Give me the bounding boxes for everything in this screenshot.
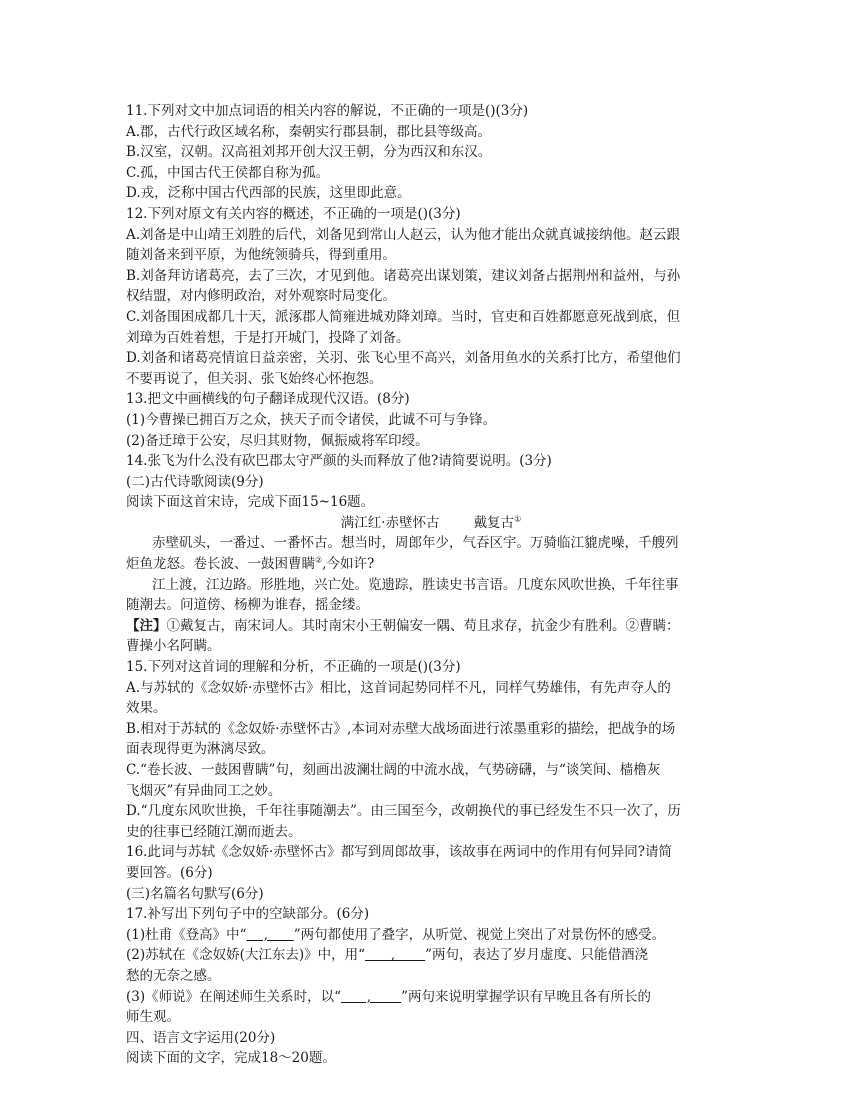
poem-stanza-2-line-1: 江上渡，江边路。形胜地，兴亡处。览遗踪，胜读史书言语。几度东风吹世换，千年往事	[152, 576, 679, 593]
fill-blank[interactable]: ,	[365, 947, 426, 964]
q17-stem: 17.补写出下列句子中的空缺部分。(6分)	[126, 906, 370, 923]
q13-sentence-2: (2)备迁璋于公安，尽归其财物，佩振威将军印绶。	[126, 432, 429, 449]
poem-stanza-2-line-2: 随潮去。问道傍、杨柳为谁春，摇金缕。	[126, 597, 369, 614]
q15-stem: 15.下列对这首词的理解和分析，不正确的一项是()(3分)	[126, 659, 461, 676]
exam-page	[126, 101, 736, 1069]
q11-option-d: D.戎，泛称中国古代西部的民族，这里即此意。	[126, 185, 411, 202]
q11-stem: 11.下列对文中加点词语的相关内容的解说，不正确的一项是()(3分)	[126, 103, 529, 119]
q12-option-b-line1: B.刘备拜访诸葛亮，去了三次，才见到他。诸葛亮出谋划策，建议刘备占据荆州和益州，与孙	[126, 267, 681, 284]
q17-item-1-text: ”两句都使用了叠字，从听觉、视觉上突出了对景伤怀的感受。	[293, 926, 666, 943]
q12-stem: 12.下列对原文有关内容的概述，不正确的一项是()(3分)	[126, 205, 461, 222]
poem-note-line-2: 曹操小名阿瞒。	[126, 638, 221, 655]
q12-option-d-line2: 不要再说了，但关羽、张飞始终心怀抱怨。	[126, 370, 383, 387]
q17-item-2-text: ”两句，表达了岁月虚度、只能借酒浇	[425, 947, 649, 964]
poem-stanza-1-line-2	[126, 554, 736, 575]
q12-option-c-line1: C.刘备围困成都几十天，派涿郡人简雍进城劝降刘璋。当时，官吏和百姓都愿意死战到底，但	[126, 308, 681, 325]
q13-stem: 13.把文中画横线的句子翻译成现代汉语。(8分)	[126, 391, 410, 408]
poem-note-text: ①戴复古，南宋词人。其时南宋小王朝偏安一隅、苟且求存，抗金少有胜利。②曹瞒：	[166, 617, 680, 634]
poem-text-segment: 炬鱼龙怒。卷长波、一鼓困曹瞒	[126, 556, 315, 573]
poem-text-segment: ,今如许?	[322, 556, 375, 573]
q11-option-c: C.孤，中国古代王侯都自称为孤。	[126, 164, 330, 181]
fill-blank[interactable]: ,	[246, 926, 294, 943]
poem-author: 戴复古	[473, 514, 515, 531]
poem-stanza-1-line-1: 赤壁矶头，一番过、一番怀古。想当时，周郎年少，气吞区宇。万骑临江貔虎噪，千艘列	[152, 535, 679, 552]
q12-option-b-line2: 权结盟，对内修明政治，对外观察时局变化。	[126, 288, 396, 305]
q12-option-a-line2: 随刘备来到平原，为他统领骑兵，得到重用。	[126, 247, 396, 264]
q13-sentence-1: (1)今曹操已拥百万之众，挟天子而令诸侯，此诚不可与争锋。	[126, 411, 497, 428]
q11-option-a: A.郡，古代行政区域名称，秦朝实行郡县制，郡比县等级高。	[126, 123, 492, 140]
q15-option-d-line2: 史的往事已经随江潮而逝去。	[126, 823, 302, 840]
q17-item-3-line-2: 师生观。	[126, 1009, 180, 1026]
poem-note-line-1	[126, 616, 736, 637]
q11-option-b: B.汉室，汉朝。汉高祖刘邦开创大汉王朝，分为西汉和东汉。	[126, 144, 492, 161]
q17-item-2-text: (2)苏轼在《念奴娇(大江东去)》中，用“	[126, 947, 366, 964]
q15-option-b-line2: 面表现得更为淋漓尽致。	[126, 741, 275, 758]
dictation-section-heading: (三)名篇名句默写(6分)	[126, 885, 264, 902]
poem-title-line	[126, 513, 736, 534]
q17-item-1	[126, 925, 736, 946]
poem-note-label: 【注】	[126, 617, 167, 634]
poetry-instruction: 阅读下面这首宋诗，完成下面15~16题。	[126, 494, 375, 511]
q17-item-3-text: (3)《师说》在阐述师生关系时，以“	[126, 988, 342, 1005]
q15-option-a-line2: 效果。	[126, 700, 167, 717]
q17-item-2	[126, 945, 736, 966]
q16-line-2: 要回答。(6分)	[126, 864, 213, 881]
q15-option-c-line2: 飞烟灭”有异曲同工之妙。	[126, 782, 282, 799]
poem-title: 满江红·赤壁怀古	[340, 514, 440, 531]
q14-stem: 14.张飞为什么没有砍巴郡太守严颜的头而释放了他?请简要说明。(3分)	[126, 453, 552, 470]
q15-option-d-line1: D.“几度东风吹世换，千年往事随潮去”。由三国至今，改朝换代的事已经发生不只一次了，历	[126, 803, 681, 820]
q17-item-2-line-2: 愁的无奈之感。	[126, 967, 221, 984]
q12-option-a-line1: A.刘备是中山靖王刘胜的后代，刘备见到常山人赵云，认为他才能出众就真诚接纳他。赵云跟	[126, 226, 681, 243]
poem-author-note-marker: ①	[514, 514, 522, 524]
q15-option-a-line1: A.与苏轼的《念奴娇·赤壁怀古》相比，这首词起势同样不凡，同样气势雄伟，有先声夺人的	[126, 679, 671, 696]
q15-option-b-line1: B.相对于苏轼的《念奴娇·赤壁怀古》,本词对赤壁大战场面进行浓墨重彩的描绘，把战争的场	[126, 720, 676, 737]
q17-item-3-text: ”两句来说明掌握学识有早晚且各有所长的	[401, 988, 652, 1005]
fill-blank[interactable]: ,	[341, 988, 402, 1005]
language-instruction: 阅读下面的文字，完成18～20题。	[126, 1050, 336, 1067]
q12-option-d-line1: D.刘备和诸葛亮情谊日益亲密，关羽、张飞心里不高兴，刘备用鱼水的关系打比方，希望他们	[126, 350, 681, 367]
q15-option-c-line1: C.“卷长波、一鼓困曹瞒”句，刻画出波澜壮阔的中流水战，气势磅礴，与“谈笑间、樯橹灰	[126, 762, 661, 778]
q17-item-1-text: (1)杜甫《登高》中“	[126, 926, 247, 943]
q16-line-1: 16.此词与苏轼《念奴娇·赤壁怀古》都写到周郎故事，该故事在两词中的作用有何异同?请简	[126, 844, 672, 861]
poem-note-marker: ②	[315, 555, 323, 565]
q17-item-3	[126, 987, 736, 1008]
q12-option-c-line2: 刘璋为百姓着想，于是打开城门，投降了刘备。	[126, 329, 410, 346]
language-section-heading: 四、语言文字运用(20分)	[126, 1029, 276, 1046]
poetry-section-heading: (二)古代诗歌阅读(9分)	[126, 473, 264, 490]
